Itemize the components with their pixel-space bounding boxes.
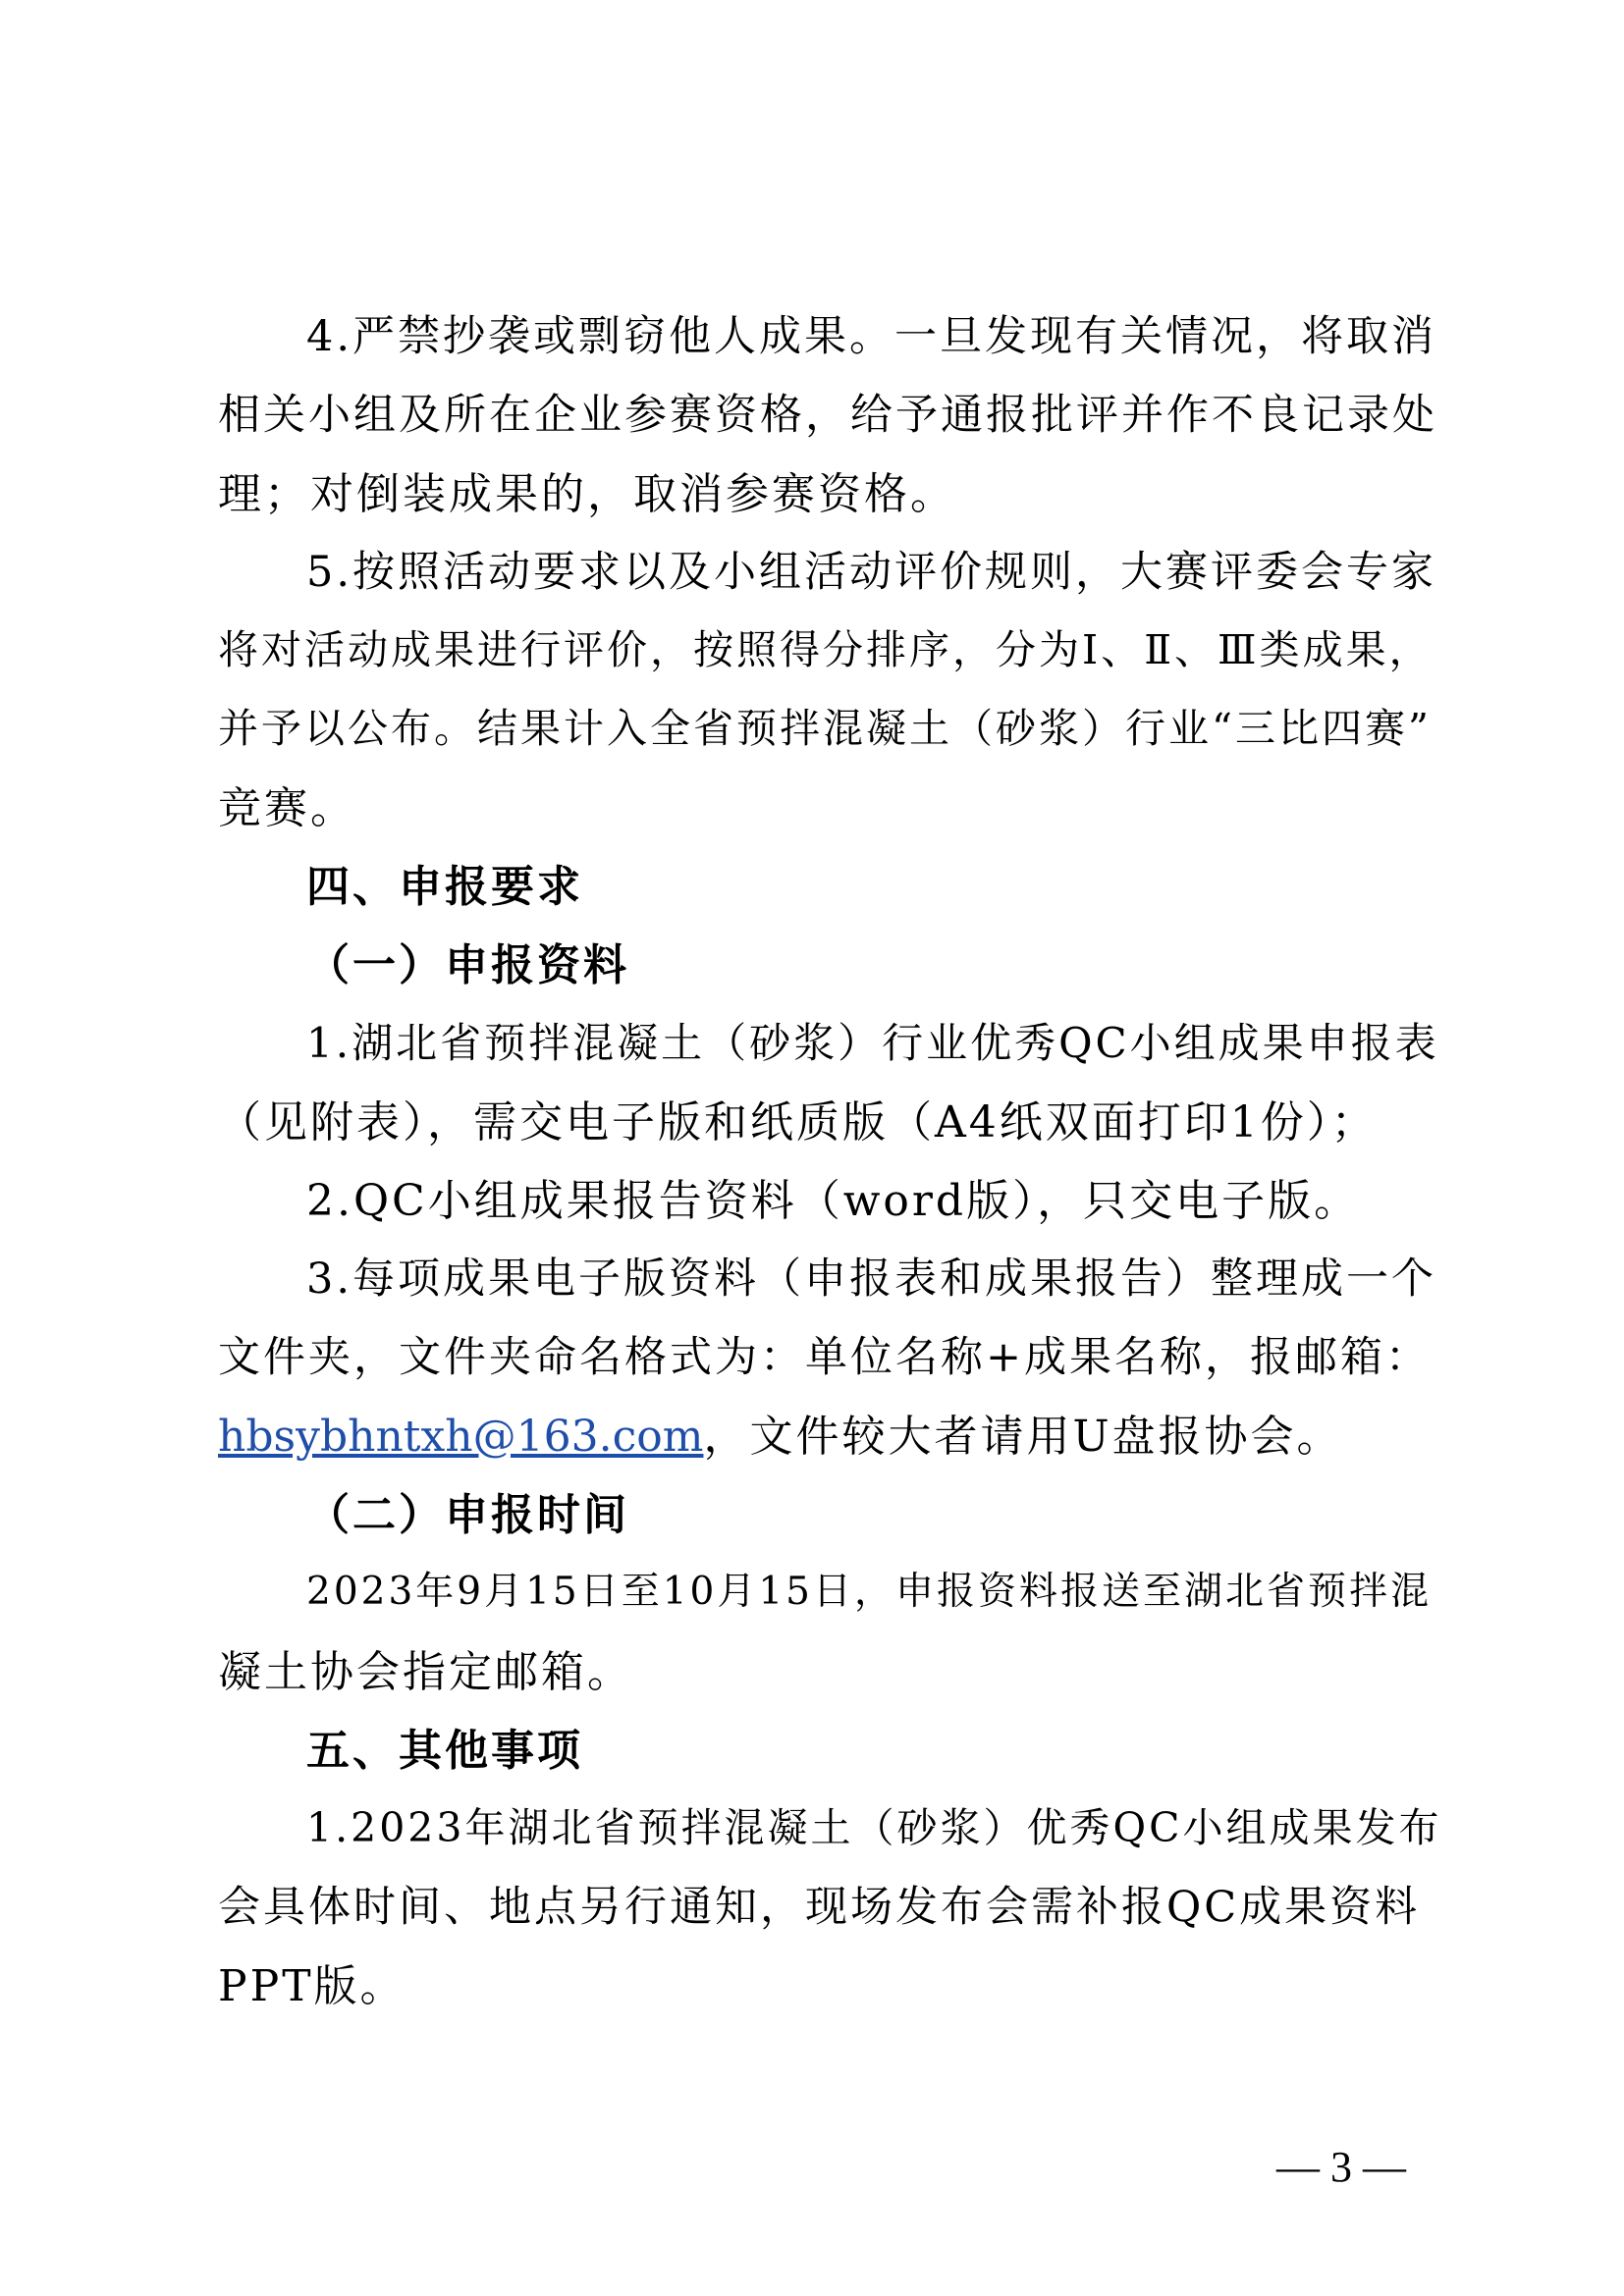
sub1-item3-line3-rest: ，文件较大者请用U盘报协会。	[703, 1412, 1343, 1462]
item5-line2: 将对活动成果进行评价，按照得分排序，分为Ⅰ、Ⅱ、Ⅲ类成果，	[218, 626, 1433, 673]
item4-line1: 4.严禁抄袭或剽窃他人成果。一旦发现有关情况，将取消	[306, 312, 1437, 361]
item4-line3: 理；对倒装成果的，取消参赛资格。	[218, 469, 956, 519]
section4-sub2-heading: （二）申报时间	[306, 1490, 629, 1540]
item5-line1: 5.按照活动要求以及小组活动评价规则，大赛评委会专家	[306, 548, 1437, 597]
sub1-item1-line1: 1.湖北省预拌混凝土（砂浆）行业优秀QC小组成果申报表	[306, 1019, 1439, 1067]
item5-line4: 竞赛。	[218, 783, 356, 833]
section4-heading: 四、申报要求	[306, 862, 583, 912]
item4-line2: 相关小组及所在企业参赛资格，给予通报批评并作不良记录处	[218, 391, 1437, 440]
item5-line3: 并予以公布。结果计入全省预拌混凝土（砂浆）行业“三比四赛”	[218, 705, 1432, 752]
email-link[interactable]: hbsybhntxh@163.com	[218, 1412, 704, 1462]
sub1-item3-line1: 3.每项成果电子版资料（申报表和成果报告）整理成一个	[306, 1255, 1437, 1304]
sub2-line2: 凝土协会指定邮箱。	[218, 1647, 633, 1697]
page-number: — 3 —	[1276, 2143, 1406, 2191]
sub2-line1: 2023年9月15日至10月15日，申报资料报送至湖北省预拌混	[306, 1570, 1432, 1614]
section5-item1-line1: 1.2023年湖北省预拌混凝土（砂浆）优秀QC小组成果发布	[306, 1804, 1442, 1851]
section4-sub1-heading: （一）申报资料	[306, 940, 629, 990]
sub1-item3-line3	[218, 1412, 1343, 1462]
sub1-item1-line2: （见附表），需交电子版和纸质版（A4纸双面打印1份）；	[218, 1097, 1378, 1148]
sub1-item2: 2.QC小组成果报告资料（word版），只交电子版。	[306, 1176, 1361, 1226]
section5-item1-line2: 会具体时间、地点另行通知，现场发布会需补报QC成果资料	[218, 1883, 1421, 1932]
section5-item1-line3: PPT版。	[218, 1961, 406, 2011]
sub1-item3-line2: 文件夹，文件夹命名格式为：单位名称+成果名称，报邮箱：	[218, 1333, 1432, 1382]
section5-heading: 五、其他事项	[306, 1726, 583, 1776]
